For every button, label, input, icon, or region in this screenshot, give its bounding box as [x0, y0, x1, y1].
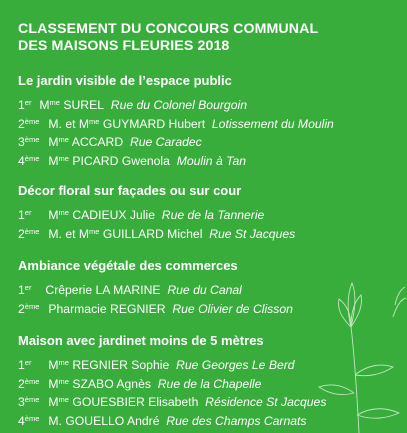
winner-name: GOUESBIER Elisabeth: [72, 395, 199, 410]
section-jardinet: [18, 333, 326, 429]
civility: $M^{me}$: [48, 153, 69, 168]
ranking-row: [18, 299, 293, 318]
winner-address: Résidence St Jacques: [205, 395, 327, 410]
ranking-row: [18, 132, 334, 151]
ranking-row: [18, 205, 295, 224]
section-jardin-visible: [18, 73, 334, 169]
rank: 1er: [18, 358, 32, 372]
winner-address: Moulin à Tan: [176, 153, 247, 168]
civility: $M^{me}$: [39, 98, 60, 112]
rank: 1er: [18, 98, 32, 112]
winner-address: Rue des Champs Carnats: [166, 413, 307, 428]
winner-name: SUREL: [63, 98, 104, 112]
ranking-row: [18, 151, 334, 170]
winner-name: REGNIER Sophie: [72, 358, 170, 372]
civility: $M^{me}$: [48, 135, 69, 150]
winner-name: GOUELLO André: [65, 413, 160, 428]
rank: 1er: [18, 208, 32, 222]
winner-address: Rue de la Tannerie: [161, 208, 265, 222]
rank: 2ème: [18, 116, 40, 131]
civility: $M^{me}$: [48, 376, 69, 391]
ranking-row: [18, 224, 295, 243]
section-heading: Maison avec jardinet moins de 5 mètres: [18, 333, 264, 348]
winner-name: CADIEUX Julie: [72, 208, 155, 222]
winner-address: Rue Caradec: [129, 135, 202, 150]
rank: 4ème: [18, 413, 40, 428]
ranking-row: [18, 280, 293, 299]
winner-address: Rue St Jacques: [209, 226, 296, 241]
winner-name: GUYMARD Hubert: [102, 116, 206, 131]
winner-address: Rue du Colonel Bourgoin: [110, 98, 247, 112]
winner-address: Rue du Canal: [167, 283, 242, 297]
ranking-row: [18, 114, 334, 133]
section-heading: Le jardin visible de l’espace public: [18, 73, 232, 88]
winner-address: Rue Olivier de Clisson: [172, 301, 293, 316]
winner-name: Pharmacie REGNIER: [48, 301, 166, 316]
winner-address: Rue de la Chapelle: [157, 376, 262, 391]
winner-name: GUILLARD Michel: [102, 226, 203, 241]
section-ambiance-commerces: [18, 258, 293, 317]
ranking-row: [18, 95, 334, 114]
winner-name: Crêperie LA MARINE: [45, 283, 161, 297]
rank: 2ème: [18, 376, 40, 391]
civility: M.: [48, 413, 62, 428]
winner-name: ACCARD: [71, 135, 124, 150]
winner-address: Lotissement du Moulin: [211, 116, 334, 131]
winner-address: Rue Georges Le Berd: [176, 358, 295, 372]
rank: 3ème: [18, 135, 40, 150]
rank: 2ème: [18, 226, 40, 241]
rank: 1er: [18, 283, 32, 297]
ranking-row: [18, 411, 326, 430]
civility: M. et $M^{me}$: [48, 226, 100, 241]
section-heading: Ambiance végétale des commerces: [18, 258, 238, 273]
ranking-row: [18, 355, 326, 374]
civility: $M^{me}$: [48, 358, 69, 372]
ranking-row: [18, 374, 326, 393]
title-line-1: CLASSEMENT DU CONCOURS COMMUNAL: [18, 21, 319, 37]
section-decor-floral: [18, 183, 295, 242]
civility: $M^{me}$: [48, 208, 69, 222]
rank: 3ème: [18, 395, 40, 410]
winner-name: PICARD Gwenola: [72, 153, 170, 168]
ranking-row: [18, 392, 326, 411]
rank: 2ème: [18, 301, 40, 316]
title-line-2: DES MAISONS FLEURIES 2018: [18, 38, 230, 54]
civility: $M^{me}$: [48, 395, 69, 410]
section-heading: Décor floral sur façades ou sur cour: [18, 183, 242, 198]
rank: 4ème: [18, 153, 40, 168]
flower-line-art-icon: [297, 265, 407, 433]
page-title: [18, 21, 318, 55]
civility: M. et $M^{me}$: [48, 116, 100, 131]
winner-name: SZABO Agnès: [72, 376, 151, 391]
